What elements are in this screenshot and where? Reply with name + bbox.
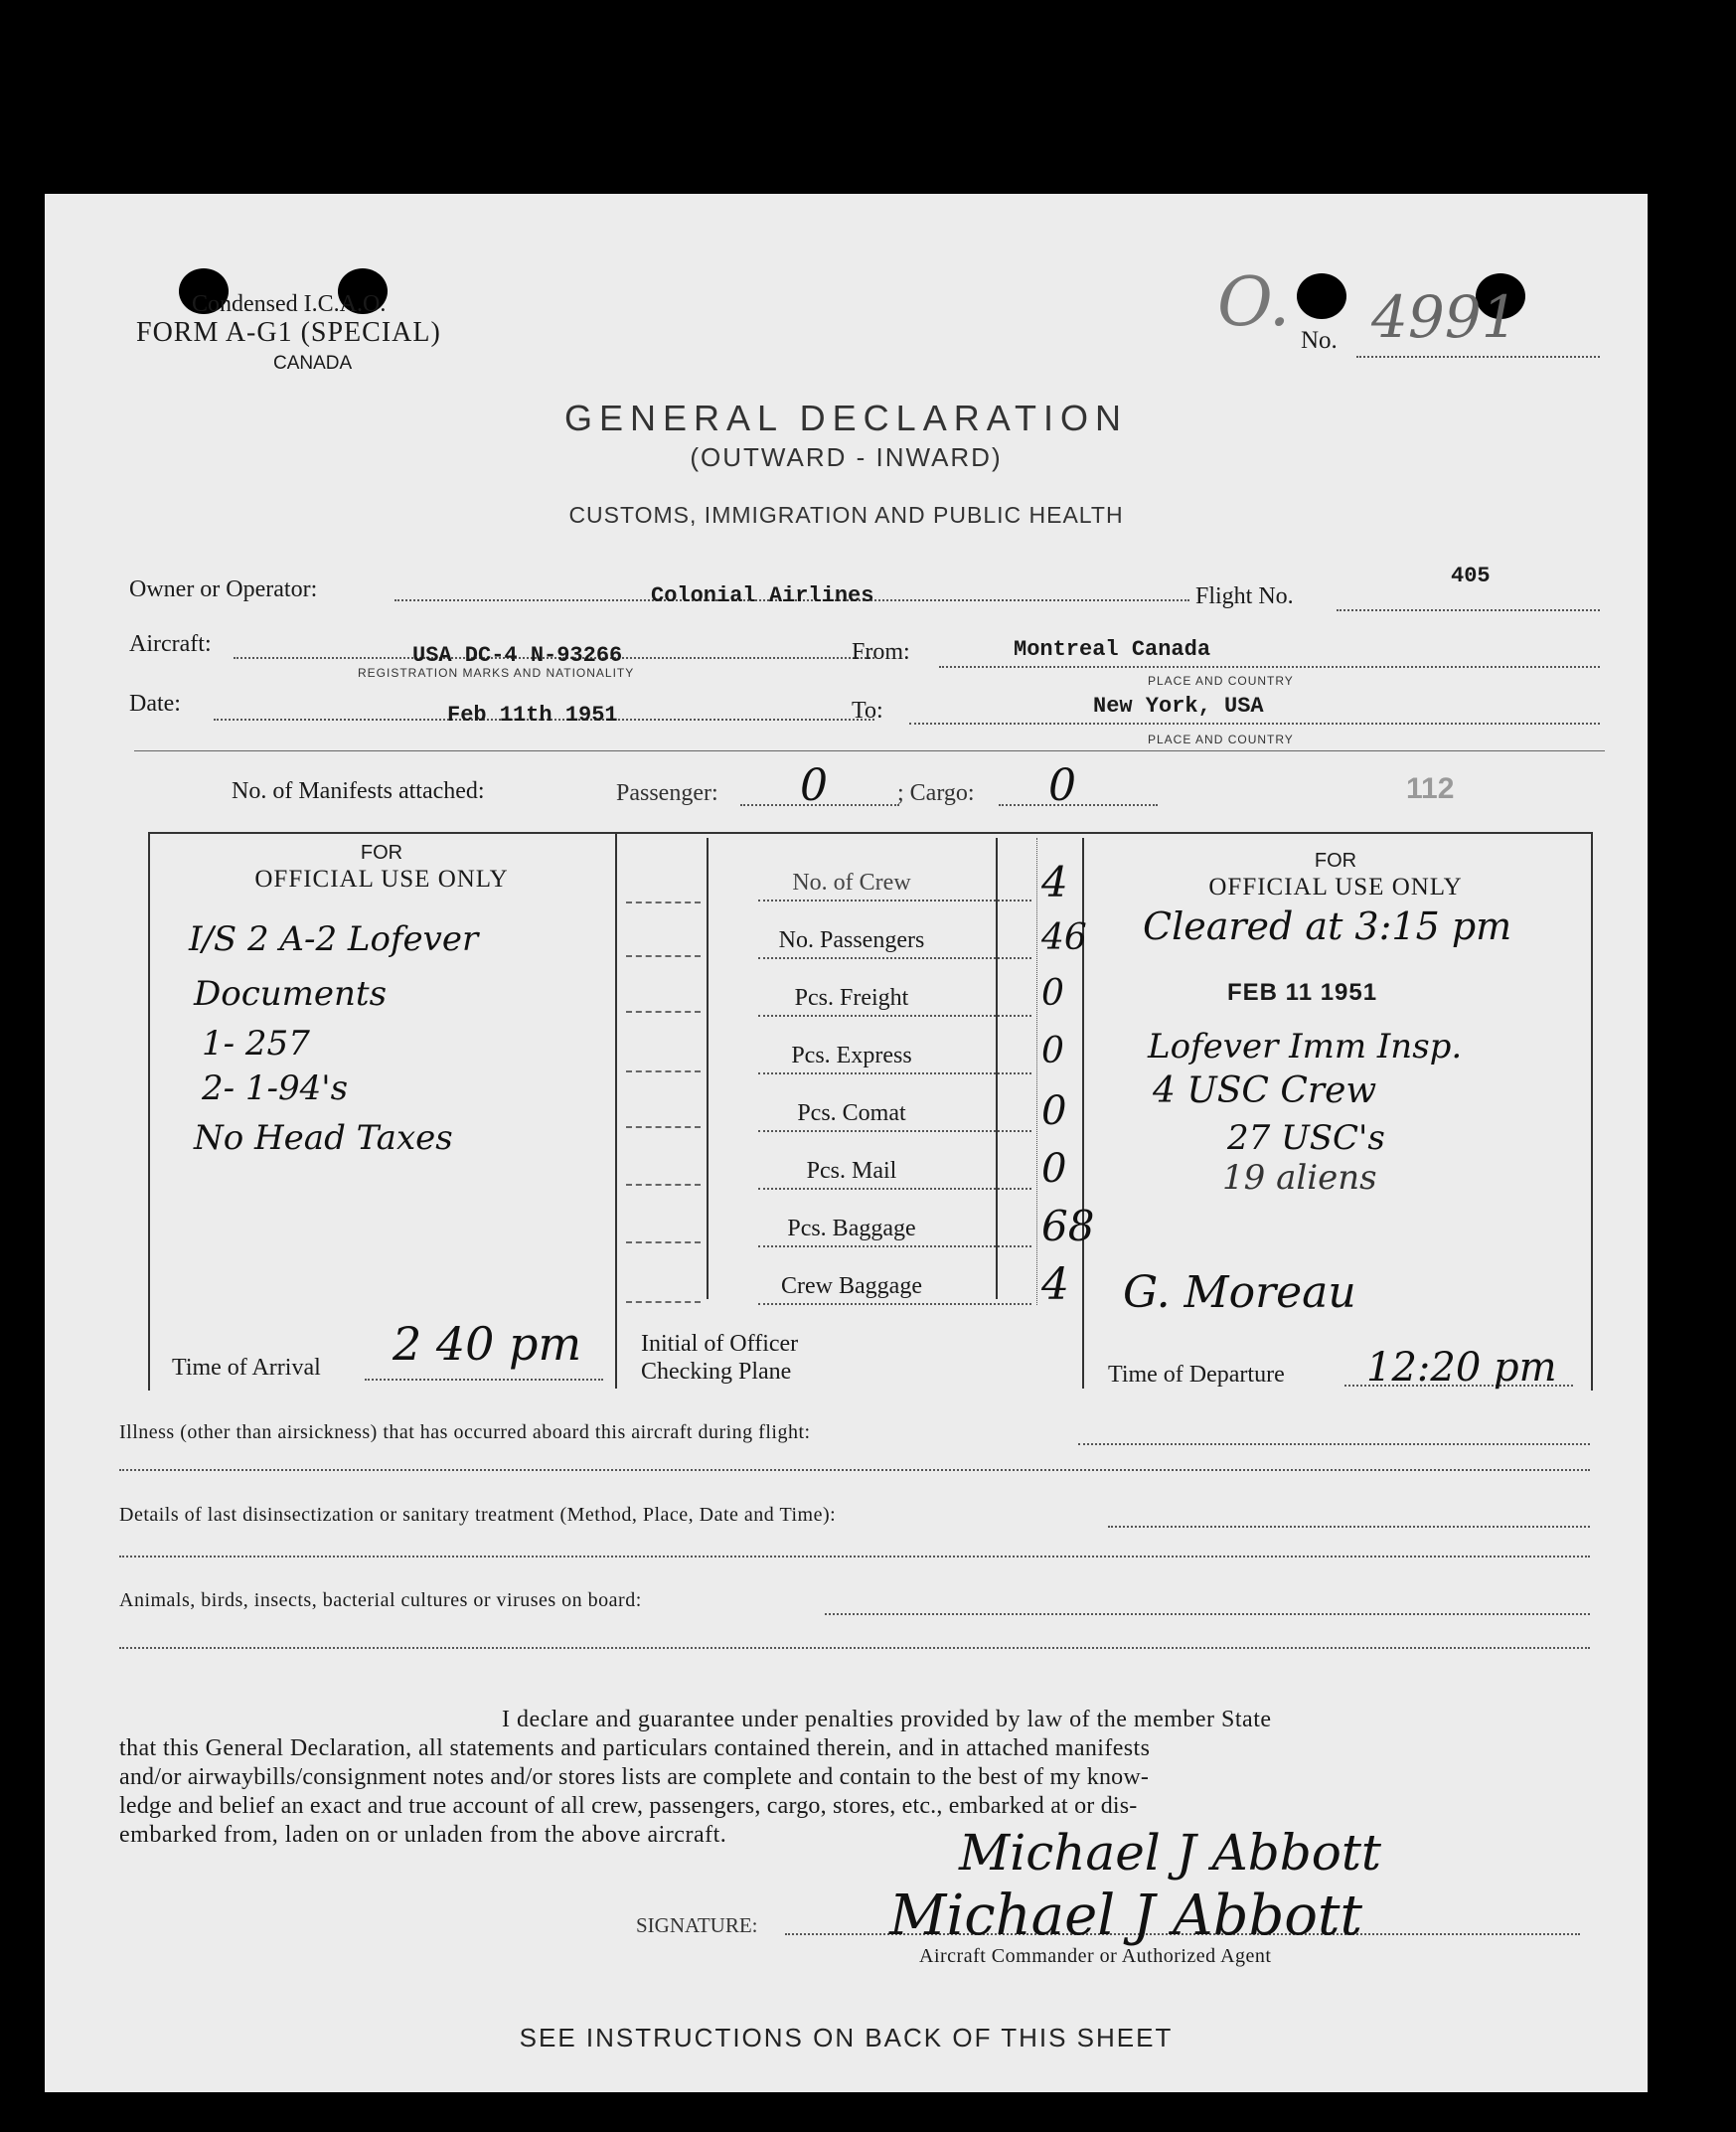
from-underline [939,666,1600,668]
count-value-crew-baggage: 4 [1041,1259,1069,1310]
condensed-label: Condensed I.C.A.O. [192,291,387,317]
declaration-sheet [45,194,1648,2092]
number-label: No. [1301,327,1338,354]
manifests-label: No. of Manifests attached: [232,778,485,804]
left-note: No Head Taxes [194,1118,453,1158]
flight-underline [1337,609,1600,611]
commander-signature: Michael J Abbott [959,1824,1382,1882]
signature-label: SIGNATURE: [636,1913,758,1937]
count-label-crew-baggage: Crew Baggage [781,1273,922,1299]
count-underline [758,1130,1031,1132]
form-number: FORM A-G1 (SPECIAL) [136,317,441,348]
cargo-manifest-underline [999,804,1158,806]
left-note: Documents [194,974,388,1014]
from-label: From: [852,639,910,665]
country-label: CANADA [273,353,353,374]
initial-officer-label: Initial of Officer [641,1331,799,1357]
count-label-express: Pcs. Express [791,1043,912,1068]
counts-column-right [996,838,998,1299]
count-underline [758,900,1031,902]
right-note: 19 aliens [1222,1158,1377,1198]
health-underline [1078,1443,1590,1445]
cargo-manifest-value: 0 [1048,760,1076,811]
left-official-label: OFFICIAL USE ONLY [254,866,509,893]
left-note: I/S 2 A-2 Lofever [189,919,479,959]
arrival-label: Time of Arrival [172,1355,321,1381]
declaration-line: ledge and belief an exact and true account of all crew, passengers, cargo, stores, etc., embarked at or dis- [119,1793,1138,1819]
count-value-passengers: 46 [1041,917,1087,958]
right-for-label: FOR [1314,850,1357,872]
owner-value: Colonial Airlines [651,583,874,608]
punch-hole [1297,273,1346,319]
flight-value: 405 [1451,564,1491,588]
date-value: Feb 11th 1951 [447,703,618,728]
form-title: GENERAL DECLARATION [563,398,1129,438]
number-prefix: O. [1217,263,1291,342]
count-value-comat: 0 [1041,1088,1067,1134]
right-note-cleared: Cleared at 3:15 pm [1143,904,1512,948]
signature-caption: Aircraft Commander or Authorized Agent [919,1945,1272,1967]
count-underline [758,1245,1031,1247]
count-label-passengers: No. Passengers [778,927,925,953]
declaration-line: that this General Declaration, all statements and particulars contained therein, and in attached manifests [119,1735,1151,1761]
count-underline [758,1303,1031,1305]
illness-label: Illness (other than airsickness) that has occurred aboard this aircraft during flight: [119,1421,811,1443]
count-value-freight: 0 [1041,973,1064,1014]
health-underline [119,1469,1590,1471]
to-value: New York, USA [1093,694,1264,719]
commander-signature-repeat: Michael J Abbott [889,1884,1363,1948]
box-divider-left [615,832,617,1389]
count-value-express: 0 [1041,1031,1064,1071]
count-label-crew: No. of Crew [792,870,911,896]
aircraft-value: USA DC-4 N-93266 [412,643,623,668]
departure-label: Time of Departure [1108,1362,1285,1388]
left-for-label: FOR [360,842,403,864]
passenger-manifest-value: 0 [800,760,828,811]
health-underline [119,1647,1590,1649]
count-underline [758,1188,1031,1190]
date-label: Date: [129,691,181,717]
right-note: 4 USC Crew [1153,1070,1377,1111]
departure-value: 12:20 pm [1366,1345,1557,1391]
right-note: 27 USC's [1227,1118,1385,1158]
right-official-label: OFFICIAL USE ONLY [1208,874,1463,901]
count-value-rule [1036,838,1037,1305]
counts-column-left [707,838,709,1299]
count-underline [758,957,1031,959]
cargo-manifest-label: ; Cargo: [897,780,975,806]
flight-label: Flight No. [1195,583,1294,609]
left-note: 1- 257 [202,1024,310,1064]
count-value-crew: 4 [1041,858,1068,906]
health-underline [119,1556,1590,1558]
count-label-freight: Pcs. Freight [794,985,909,1011]
disinsectization-label: Details of last disinsectization or sanitary treatment (Method, Place, Date and Time): [119,1504,837,1526]
to-underline [909,723,1600,725]
header-divider [134,750,1605,751]
left-note: 2- 1-94's [202,1068,349,1108]
form-subtitle: (OUTWARD - INWARD) [690,442,1003,472]
row-rule [626,1184,701,1186]
to-caption: PLACE AND COUNTRY [1148,733,1294,746]
row-rule [626,902,701,903]
passenger-manifest-label: Passenger: [616,780,718,806]
row-rule [626,1011,701,1013]
aircraft-label: Aircraft: [129,631,212,657]
count-value-mail: 0 [1041,1146,1067,1192]
count-label-comat: Pcs. Comat [797,1100,906,1126]
arrival-underline [365,1379,603,1381]
instructions-footer: SEE INSTRUCTIONS ON BACK OF THIS SHEET [519,2023,1174,2052]
count-value-baggage: 68 [1041,1202,1095,1250]
row-rule [626,1241,701,1243]
from-value: Montreal Canada [1014,637,1211,662]
date-stamp: FEB 11 1951 [1227,979,1378,1006]
animals-label: Animals, birds, insects, bacterial cultures or viruses on board: [119,1589,642,1611]
count-underline [758,1015,1031,1017]
declaration-line: and/or airwaybills/consignment notes and/or stores lists are complete and contain to the best of my know- [119,1764,1150,1790]
from-caption: PLACE AND COUNTRY [1148,674,1294,688]
row-rule [626,1070,701,1072]
right-note: Lofever Imm Insp. [1148,1027,1463,1066]
checking-plane-label: Checking Plane [641,1359,792,1385]
aircraft-caption: REGISTRATION MARKS AND NATIONALITY [358,666,635,680]
row-rule [626,955,701,957]
owner-label: Owner or Operator: [129,576,318,602]
stamp-number: 112 [1406,772,1455,805]
count-label-mail: Pcs. Mail [806,1158,897,1184]
agencies-heading: CUSTOMS, IMMIGRATION AND PUBLIC HEALTH [568,502,1124,528]
number-underline [1356,356,1600,358]
health-underline [825,1613,1590,1615]
declaration-line: I declare and guarantee under penalties provided by law of the member State [502,1707,1272,1732]
row-rule [626,1301,701,1303]
number-value: 4991 [1371,283,1518,351]
count-underline [758,1072,1031,1074]
officer-signature: G. Moreau [1123,1267,1356,1318]
declaration-line: embarked from, laden on or unladen from the above aircraft. [119,1822,727,1848]
row-rule [626,1126,701,1128]
count-label-baggage: Pcs. Baggage [787,1216,916,1241]
health-underline [1108,1526,1590,1528]
arrival-value: 2 40 pm [393,1317,582,1371]
to-label: To: [852,698,883,724]
